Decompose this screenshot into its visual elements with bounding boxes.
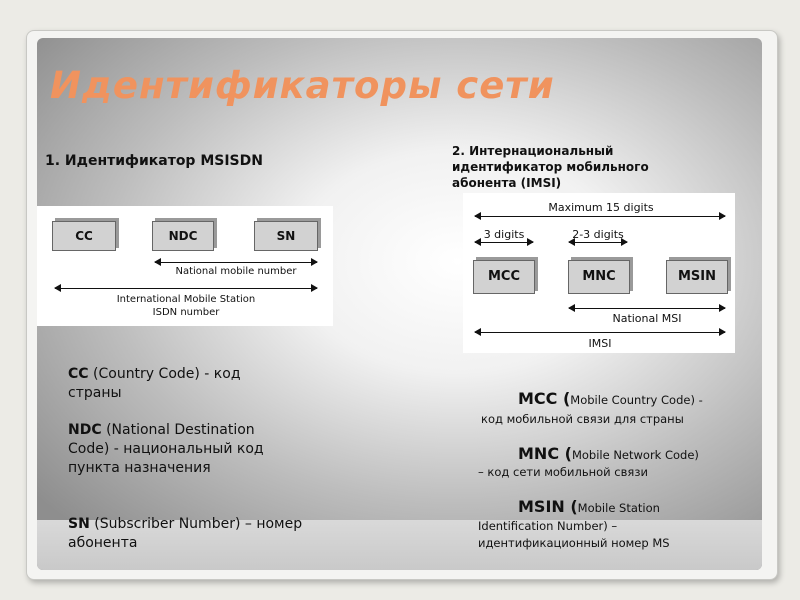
imsi-heading xyxy=(452,143,702,191)
cc-definition xyxy=(68,365,298,403)
ndc-definition xyxy=(68,421,268,478)
msin-description-3: идентификационный номер MS xyxy=(478,536,670,550)
sn-definition xyxy=(68,515,318,553)
national-msi-label: National MSI xyxy=(612,312,682,325)
mnc-definition-line-1 xyxy=(518,445,699,464)
msin-definition-line-1 xyxy=(518,498,660,517)
national-msi-arrow xyxy=(569,308,725,309)
mcc-definition-line-1 xyxy=(518,390,703,409)
mcc-box: MCC xyxy=(473,260,535,294)
mcc-digits-label: 3 digits xyxy=(483,228,525,241)
cc-term: CC xyxy=(68,366,89,382)
sn-term: SN xyxy=(68,516,90,532)
mnc-description-2: – код сети мобильной связи xyxy=(478,465,648,479)
mcc-digits-arrow xyxy=(475,242,533,243)
imsi-label: IMSI xyxy=(588,337,612,350)
national-arrow xyxy=(155,262,317,263)
msin-description-1: Mobile Station xyxy=(577,501,660,515)
msin-description-2: Identification Number) – xyxy=(478,519,618,533)
imsi-heading-line-2: идентификатор мобильного xyxy=(452,160,649,174)
mnc-digits-label: 2-3 digits xyxy=(572,228,624,241)
mcc-description-1: Mobile Country Code) - xyxy=(570,393,703,407)
mnc-digits-arrow xyxy=(569,242,627,243)
ndc-description: (National Destination Code) - национальный код пункта назначения xyxy=(68,422,264,476)
national-mobile-number-label: National mobile number xyxy=(175,266,297,277)
mnc-term: MNC ( xyxy=(518,444,572,463)
mcc-description-2: код мобильной связи для страны xyxy=(481,412,684,426)
msin-term: MSIN ( xyxy=(518,497,578,516)
sn-box: SN xyxy=(254,221,318,251)
international-label-line-2: ISDN number xyxy=(152,307,220,318)
ndc-term: NDC xyxy=(68,422,102,438)
imsi-diagram xyxy=(463,193,735,353)
cc-description: (Country Code) - код страны xyxy=(68,366,241,401)
mnc-description-1: Mobile Network Code) xyxy=(571,448,699,462)
mnc-box: MNC xyxy=(568,260,630,294)
ndc-box: NDC xyxy=(152,221,214,251)
imsi-heading-line-3: абонента (IMSI) xyxy=(452,176,562,190)
imsi-arrow xyxy=(475,332,725,333)
sn-description: (Subscriber Number) – номер абонента xyxy=(68,516,303,551)
imsi-heading-line-1: 2. Интернациональный xyxy=(452,144,614,158)
international-arrow xyxy=(55,288,317,289)
max-digits-label: Maximum 15 digits xyxy=(548,201,654,214)
international-label xyxy=(55,293,317,319)
msin-box: MSIN xyxy=(666,260,728,294)
cc-box: CC xyxy=(52,221,116,251)
msisdn-diagram xyxy=(37,206,333,326)
max-digits-arrow xyxy=(475,216,725,217)
msisdn-heading: 1. Идентификатор MSISDN xyxy=(45,153,263,169)
mcc-term: MCC ( xyxy=(518,389,571,408)
international-label-line-1: International Mobile Station xyxy=(116,294,256,305)
slide-title: Идентификаторы сети xyxy=(50,64,555,107)
